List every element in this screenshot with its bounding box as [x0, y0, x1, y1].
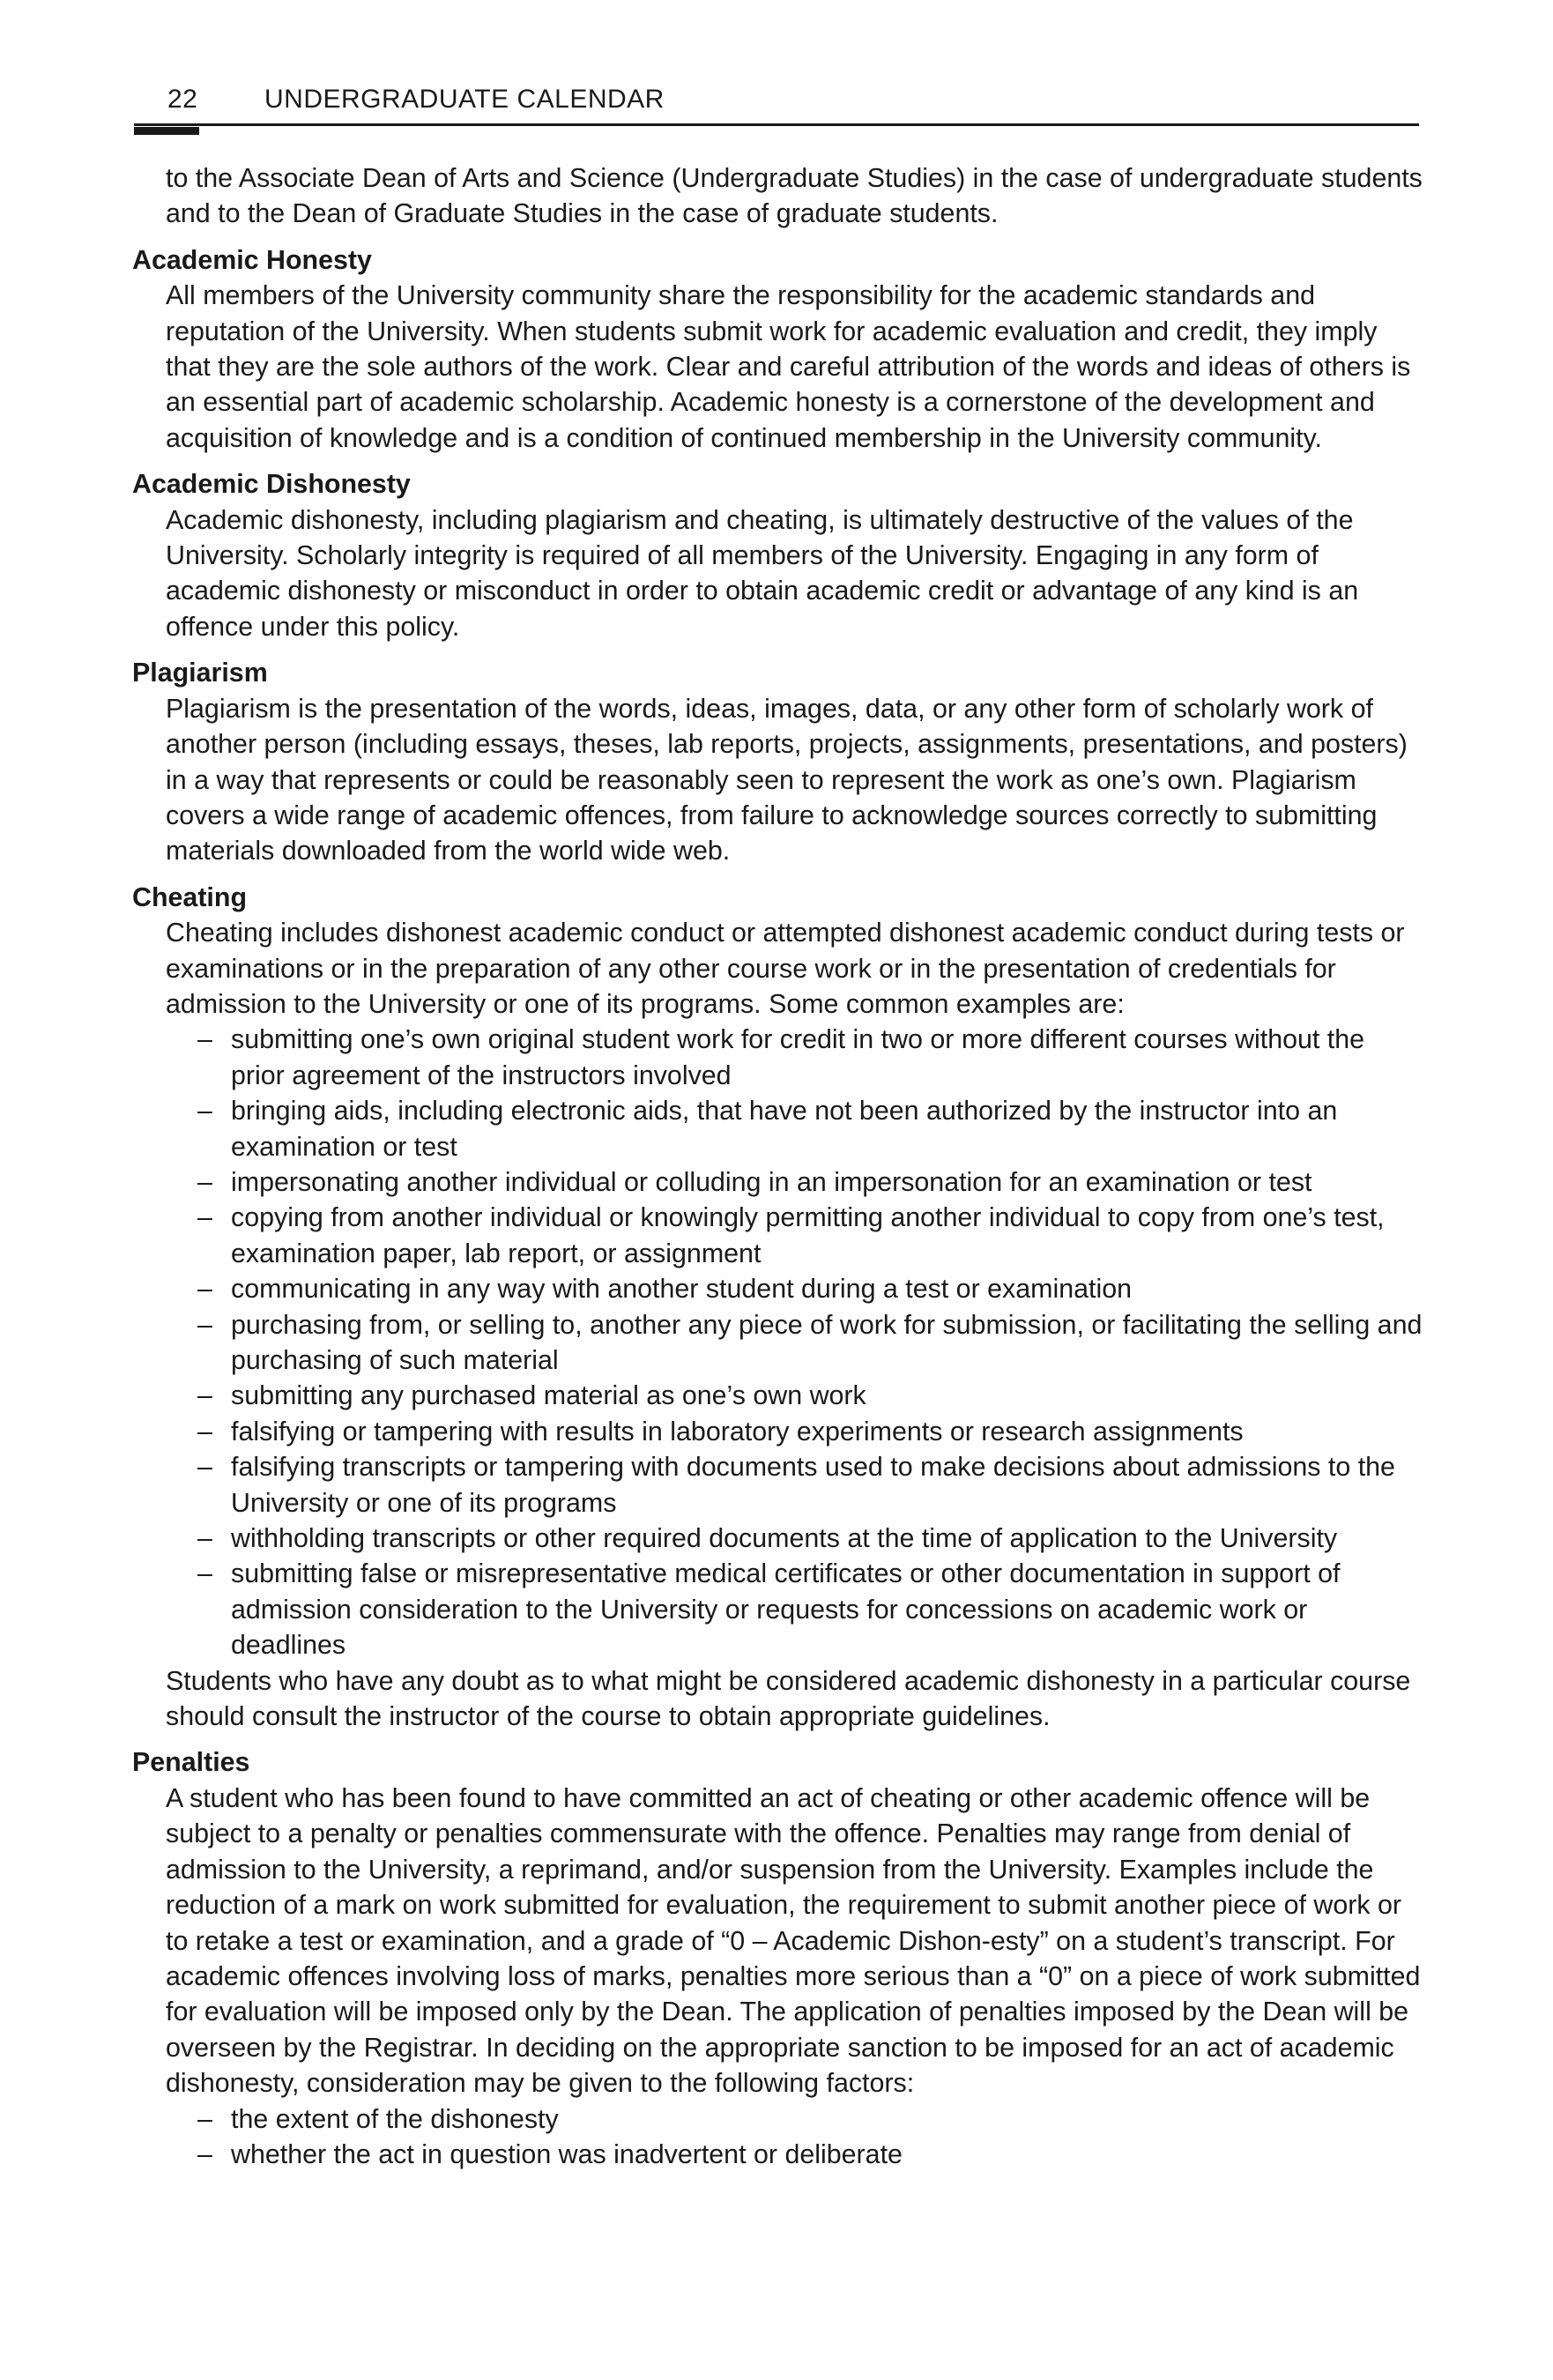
dash-marker: –	[197, 1416, 212, 1447]
dash-marker: –	[197, 1452, 212, 1483]
list-item-text: the extent of the dishonesty	[231, 2103, 559, 2134]
list-item	[166, 1521, 1423, 1556]
list-item	[166, 1271, 1423, 1306]
list-item-text: submitting one’s own original student work for credit in two or more different courses without the prior agreement of the instructors involved	[231, 1024, 1365, 1090]
header-tab-mark	[134, 127, 199, 135]
dash-marker: –	[197, 1096, 212, 1127]
dash-marker: –	[197, 1558, 212, 1589]
list-item-text: bringing aids, including electronic aids, that have not been authorized by the instructor into an examination or test	[231, 1096, 1338, 1162]
dash-marker: –	[197, 1309, 212, 1340]
dash-marker: –	[197, 1202, 212, 1233]
dash-marker: –	[197, 1523, 212, 1554]
list-item	[166, 1200, 1423, 1271]
dash-marker: –	[197, 1024, 212, 1055]
list-item	[166, 1022, 1423, 1093]
list-item-text: withholding transcripts or other required documents at the time of application to the University	[231, 1523, 1338, 1554]
page-header	[134, 81, 1419, 127]
heading-plagiarism: Plagiarism	[132, 658, 268, 688]
list-item-text: copying from another individual or knowingly permitting another individual to copy from one’s test, examination paper, lab report, or assignment	[231, 1202, 1385, 1268]
list-item-text: submitting any purchased material as one’s own work	[231, 1380, 866, 1411]
dash-marker: –	[197, 1166, 212, 1197]
list-item-text: purchasing from, or selling to, another any piece of work for submission, or facilitating the selling and purchasing of such material	[231, 1309, 1423, 1375]
penalty-factors-list	[166, 2101, 1423, 2173]
dash-marker: –	[197, 2103, 212, 2134]
list-item	[166, 1164, 1423, 1200]
list-item	[166, 2101, 1423, 2137]
intro-paragraph: to the Associate Dean of Arts and Science (Undergraduate Studies) in the case of undergraduate students and to the Dean of Graduate Studies in the case of graduate students.	[166, 163, 1423, 229]
penalties-paragraph: A student who has been found to have committed an act of cheating or other academic offence will be subject to a penalty or penalties commensurate with the offence. Penalties may range from denial of admission to the University, a reprimand, and/or suspension from the University. Examples include the reduction of a mark on work submitted for evaluation, the requirement to submit another piece of work or to retake a test or examination, and a grade of “0 – Academic Dishon-esty” on a student’s transcript. For academic offences involving loss of marks, penalties more serious than a “0” on a piece of work submitted for evaluation will be imposed only by the Dean. The application of penalties imposed by the Dean will be overseen by the Registrar. In deciding on the appropriate sanction to be imposed for an act of academic dishonesty, consideration may be given to the following factors:	[166, 1782, 1421, 2099]
list-item-text: falsifying or tampering with results in laboratory experiments or research assignments	[231, 1416, 1244, 1447]
list-item	[166, 1378, 1423, 1413]
plagiarism-paragraph: Plagiarism is the presentation of the words, ideas, images, data, or any other form of scholarly work of another person (including essays, theses, lab reports, projects, assignments, presentations, and posters) in a way that represents or could be reasonably seen to represent the work as one’s own. Plagiarism covers a wide range of academic offences, from failure to acknowledge sources correctly to submitting materials downloaded from the world wide web.	[166, 693, 1408, 866]
dash-marker: –	[197, 1274, 212, 1305]
cheating-guidance-paragraph: Students who have any doubt as to what might be considered academic dishonesty in a particular course should consult the instructor of the course to obtain appropriate guidelines.	[166, 1665, 1411, 1732]
dash-marker: –	[197, 2138, 212, 2169]
dash-marker: –	[197, 1380, 212, 1411]
heading-academic-honesty: Academic Honesty	[132, 244, 372, 275]
heading-penalties: Penalties	[132, 1747, 250, 1778]
academic-honesty-paragraph: All members of the University community share the responsibility for the academic standards and reputation of the University. When students submit work for academic evaluation and credit, they imply that they are the sole authors of the work. Clear and careful attribution of the words and ideas of others is an essential part of academic scholarship. Academic honesty is a cornerstone of the development and acquisition of knowledge and is a condition of continued membership in the University community.	[166, 280, 1411, 453]
list-item-text: falsifying transcripts or tampering with documents used to make decisions about admissions to the University or one of its programs	[231, 1452, 1395, 1518]
list-item	[166, 1307, 1423, 1379]
list-item-text: submitting false or misrepresentative medical certificates or other documentation in support of admission consideration to the University or requests for concessions on academic work or deadlines	[231, 1558, 1341, 1661]
cheating-examples-list	[166, 1022, 1423, 1662]
document-body	[132, 160, 1423, 2172]
list-item	[166, 1093, 1423, 1164]
cheating-paragraph: Cheating includes dishonest academic conduct or attempted dishonest academic conduct during tests or examinations or in the preparation of any other course work or in the presentation of credentials for admission to the University or one of its programs. Some common examples are:	[166, 918, 1405, 1019]
list-item	[166, 1414, 1423, 1449]
list-item-text: whether the act in question was inadvertent or deliberate	[231, 2138, 903, 2169]
header-rule	[134, 123, 1419, 126]
heading-academic-dishonesty: Academic Dishonesty	[132, 469, 411, 500]
heading-cheating: Cheating	[132, 881, 248, 912]
page-number: 22	[167, 85, 198, 114]
list-item-text: communicating in any way with another student during a test or examination	[231, 1274, 1133, 1305]
list-item	[166, 1449, 1423, 1521]
list-item-text: impersonating another individual or colluding in an impersonation for an examination or test	[231, 1166, 1312, 1197]
running-title: UNDERGRADUATE CALENDAR	[264, 85, 665, 114]
academic-dishonesty-paragraph: Academic dishonesty, including plagiarism and cheating, is ultimately destructive of the values of the University. Scholarly integrity is required of all members of the University. Engaging in any form of academic dishonesty or misconduct in order to obtain academic credit or advantage of any kind is an offence under this policy.	[166, 504, 1359, 642]
list-item	[166, 1556, 1423, 1662]
list-item	[166, 2137, 1423, 2172]
